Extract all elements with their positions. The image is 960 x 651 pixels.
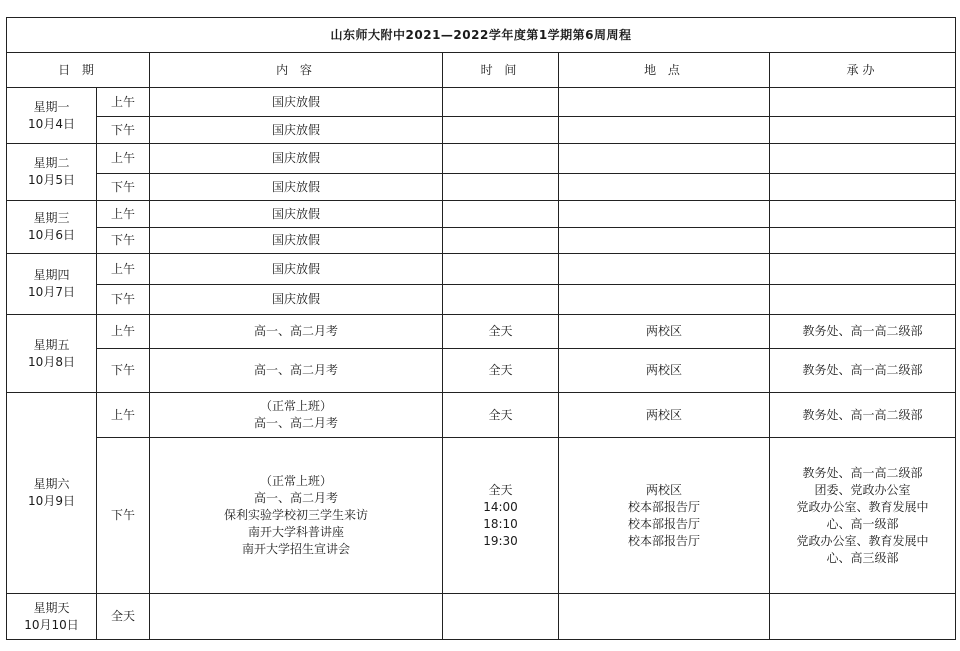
time-cell bbox=[443, 594, 559, 640]
date-label: 10月6日 bbox=[28, 228, 75, 242]
host-line: 党政办公室、教育发展中 bbox=[796, 499, 929, 514]
date-label: 10月8日 bbox=[28, 354, 75, 369]
host-line: 心、高一级部 bbox=[826, 516, 899, 531]
place-cell bbox=[559, 285, 770, 315]
content-line: 南开大学科普讲座 bbox=[247, 525, 344, 539]
content-line: （正常上班） bbox=[259, 474, 332, 488]
period-cell: 下午 bbox=[97, 174, 150, 201]
host-cell bbox=[770, 254, 956, 285]
time-cell: 全天 bbox=[443, 315, 559, 349]
time-cell: 全天 bbox=[443, 393, 559, 438]
place-cell bbox=[559, 594, 770, 640]
host-cell bbox=[770, 594, 956, 640]
period-cell: 下午 bbox=[97, 438, 150, 594]
content-line: 南开大学招生宣讲会 bbox=[241, 542, 350, 556]
weekday-label: 星期六 bbox=[33, 477, 70, 491]
place-line: 校本部报告厅 bbox=[627, 499, 700, 514]
content-cell: 国庆放假 bbox=[150, 117, 443, 144]
page-title: 山东师大附中2021—2022学年度第1学期第6周周程 bbox=[7, 18, 956, 53]
period-cell: 下午 bbox=[97, 117, 150, 144]
period-cell: 上午 bbox=[97, 315, 150, 349]
host-cell: 教务处、高一高二级部 bbox=[770, 315, 956, 349]
host-cell bbox=[770, 438, 956, 594]
time-cell bbox=[443, 285, 559, 315]
time-line: 19:30 bbox=[483, 533, 518, 548]
table-row bbox=[7, 393, 956, 438]
place-cell: 两校区 bbox=[559, 349, 770, 393]
content-cell: 国庆放假 bbox=[150, 254, 443, 285]
place-cell bbox=[559, 174, 770, 201]
weekday-label: 星期天 bbox=[33, 600, 70, 615]
place-cell bbox=[559, 254, 770, 285]
host-cell bbox=[770, 201, 956, 228]
content-cell bbox=[150, 438, 443, 594]
content-cell: 国庆放假 bbox=[150, 285, 443, 315]
place-cell bbox=[559, 144, 770, 174]
weekday-label: 星期四 bbox=[33, 268, 70, 282]
host-line: 党政办公室、教育发展中 bbox=[796, 533, 929, 548]
header-host: 承办 bbox=[770, 53, 956, 88]
table-row bbox=[7, 201, 956, 228]
content-line: 高一、高二月考 bbox=[253, 416, 338, 430]
time-cell bbox=[443, 88, 559, 117]
time-cell bbox=[443, 254, 559, 285]
period-cell: 上午 bbox=[97, 144, 150, 174]
time-cell bbox=[443, 201, 559, 228]
day-cell-mon bbox=[7, 88, 97, 144]
place-line: 校本部报告厅 bbox=[627, 516, 700, 531]
day-cell-tue bbox=[7, 144, 97, 201]
table-row bbox=[7, 594, 956, 640]
time-cell bbox=[443, 117, 559, 144]
day-cell-sun bbox=[7, 594, 97, 640]
day-cell-wed bbox=[7, 201, 97, 254]
table-row bbox=[7, 174, 956, 201]
table-row bbox=[7, 254, 956, 285]
date-label: 10月9日 bbox=[28, 494, 75, 508]
time-line: 14:00 bbox=[483, 499, 518, 514]
host-line: 教务处、高一高二级部 bbox=[802, 465, 923, 480]
date-label: 10月7日 bbox=[28, 285, 75, 299]
time-cell bbox=[443, 174, 559, 201]
place-cell bbox=[559, 88, 770, 117]
header-content: 内 容 bbox=[150, 53, 443, 88]
content-line: 保利实验学校初三学生来访 bbox=[223, 508, 368, 522]
place-cell bbox=[559, 228, 770, 254]
schedule-table bbox=[6, 17, 956, 640]
time-cell bbox=[443, 438, 559, 594]
date-label: 10月5日 bbox=[28, 173, 75, 187]
date-label: 10月4日 bbox=[28, 116, 75, 131]
place-cell bbox=[559, 117, 770, 144]
time-line: 18:10 bbox=[483, 516, 518, 531]
place-line: 校本部报告厅 bbox=[627, 533, 700, 548]
period-cell: 全天 bbox=[97, 594, 150, 640]
host-cell: 教务处、高一高二级部 bbox=[770, 349, 956, 393]
content-cell: 国庆放假 bbox=[150, 228, 443, 254]
time-cell bbox=[443, 228, 559, 254]
content-cell: 高一、高二月考 bbox=[150, 349, 443, 393]
weekday-label: 星期五 bbox=[33, 337, 70, 352]
time-cell bbox=[443, 144, 559, 174]
header-row bbox=[7, 53, 956, 88]
period-cell: 下午 bbox=[97, 228, 150, 254]
place-cell: 两校区 bbox=[559, 315, 770, 349]
table-row bbox=[7, 315, 956, 349]
day-cell-thu bbox=[7, 254, 97, 315]
content-line: 高一、高二月考 bbox=[253, 491, 338, 505]
host-cell bbox=[770, 117, 956, 144]
table-row bbox=[7, 228, 956, 254]
host-line: 团委、党政办公室 bbox=[814, 482, 911, 497]
content-cell: 国庆放假 bbox=[150, 88, 443, 117]
period-cell: 上午 bbox=[97, 88, 150, 117]
time-cell: 全天 bbox=[443, 349, 559, 393]
day-cell-sat bbox=[7, 393, 97, 594]
table-row bbox=[7, 88, 956, 117]
time-line: 全天 bbox=[488, 482, 513, 497]
table-row bbox=[7, 285, 956, 315]
day-cell-fri bbox=[7, 315, 97, 393]
weekday-label: 星期二 bbox=[33, 156, 70, 170]
table-row bbox=[7, 438, 956, 594]
place-line: 两校区 bbox=[645, 482, 682, 497]
header-place: 地 点 bbox=[559, 53, 770, 88]
host-cell bbox=[770, 174, 956, 201]
date-label: 10月10日 bbox=[24, 617, 79, 632]
period-cell: 下午 bbox=[97, 285, 150, 315]
content-cell: 国庆放假 bbox=[150, 201, 443, 228]
content-cell: 高一、高二月考 bbox=[150, 315, 443, 349]
period-cell: 上午 bbox=[97, 201, 150, 228]
content-line: （正常上班） bbox=[259, 399, 332, 413]
place-cell: 两校区 bbox=[559, 393, 770, 438]
weekday-label: 星期三 bbox=[33, 211, 70, 225]
place-cell bbox=[559, 201, 770, 228]
period-cell: 下午 bbox=[97, 349, 150, 393]
header-date: 日 期 bbox=[7, 53, 150, 88]
content-cell: 国庆放假 bbox=[150, 174, 443, 201]
weekday-label: 星期一 bbox=[33, 99, 70, 114]
content-cell: 国庆放假 bbox=[150, 144, 443, 174]
header-time: 时 间 bbox=[443, 53, 559, 88]
table-row bbox=[7, 144, 956, 174]
host-cell bbox=[770, 228, 956, 254]
host-cell: 教务处、高一高二级部 bbox=[770, 393, 956, 438]
content-cell bbox=[150, 594, 443, 640]
place-cell bbox=[559, 438, 770, 594]
period-cell: 上午 bbox=[97, 254, 150, 285]
host-line: 心、高三级部 bbox=[826, 550, 899, 565]
host-cell bbox=[770, 144, 956, 174]
period-cell: 上午 bbox=[97, 393, 150, 438]
content-cell bbox=[150, 393, 443, 438]
host-cell bbox=[770, 285, 956, 315]
table-row bbox=[7, 349, 956, 393]
table-row bbox=[7, 117, 956, 144]
host-cell bbox=[770, 88, 956, 117]
